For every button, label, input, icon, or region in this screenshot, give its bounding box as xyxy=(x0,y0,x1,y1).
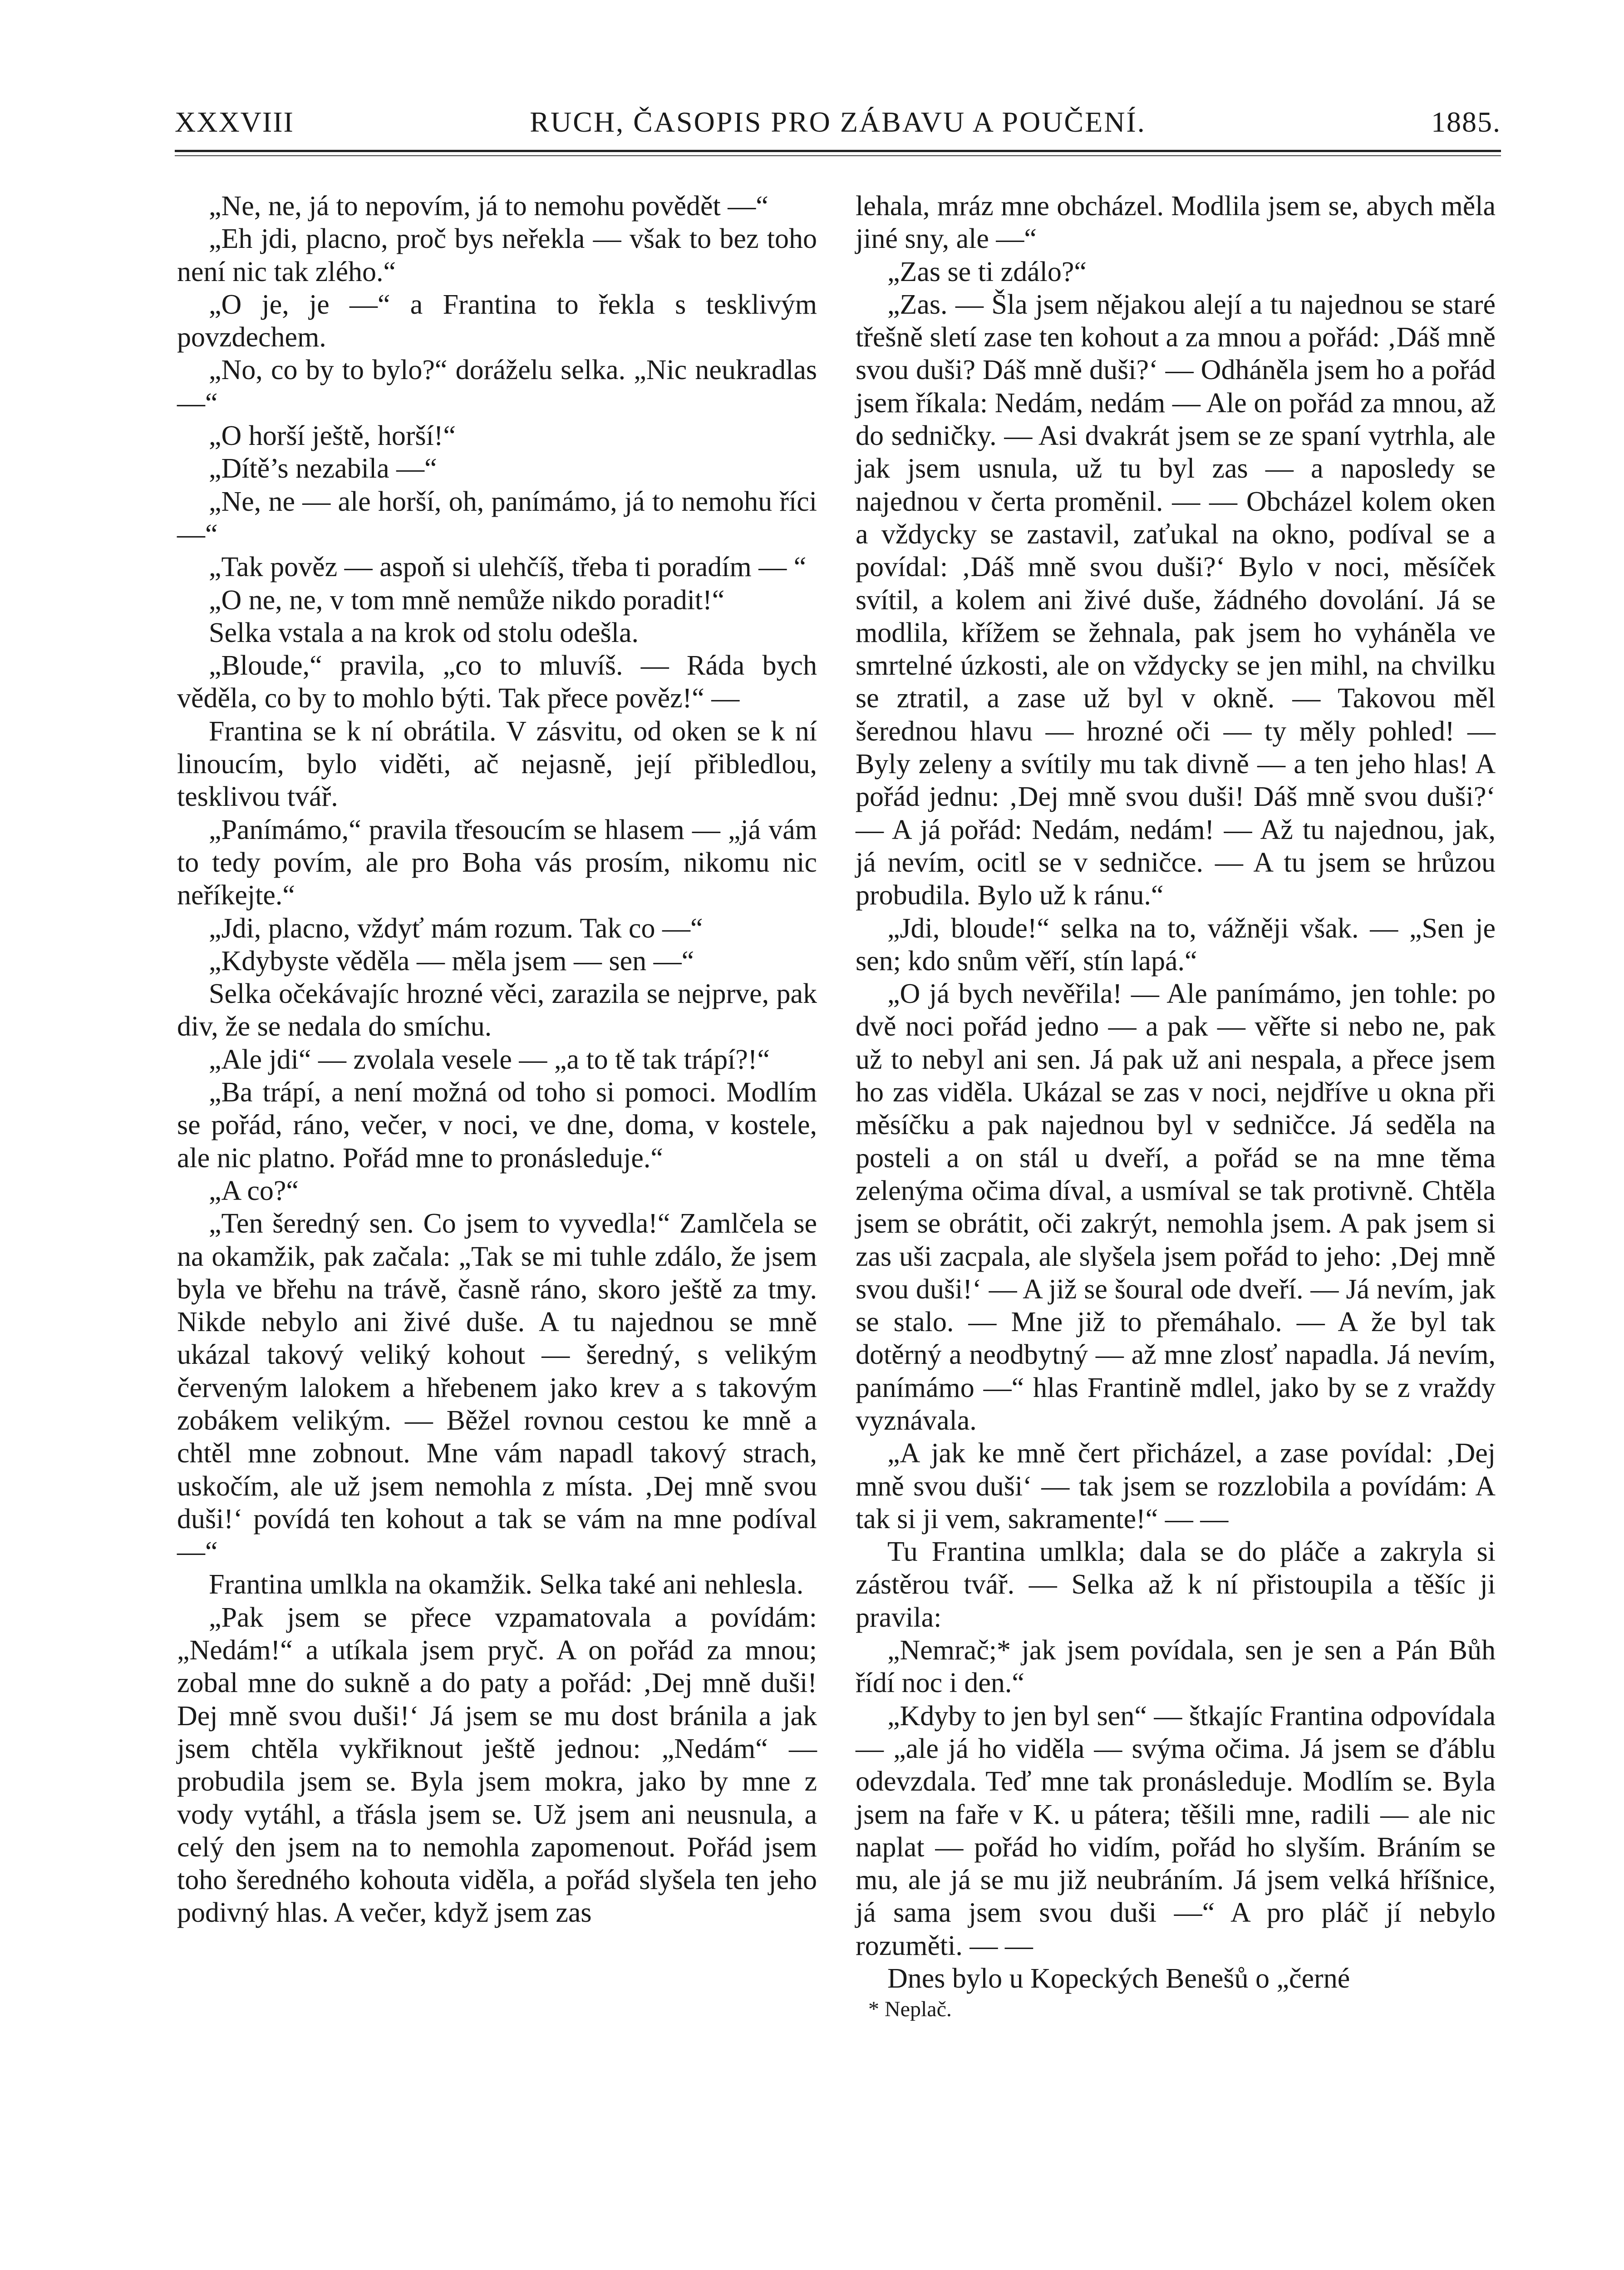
paragraph: Tu Frantina umlkla; dala se do pláče a zakryla si zástěrou tvář. — Selka až k ní přistoupila a těšíc ji pravila: xyxy=(856,1536,1496,1633)
paragraph: „Nemrač;* jak jsem povídala, sen je sen a Pán Bůh řídí noc i den.“ xyxy=(856,1635,1496,1699)
paragraph: „O ne, ne, v tom mně nemůže nikdo poradit!“ xyxy=(209,584,725,616)
paragraph: Dnes bylo u Kopeckých Benešů o „černé xyxy=(887,1963,1350,1994)
paragraph: „Zas se ti zdálo?“ xyxy=(887,256,1087,287)
paragraph: „Kdybyste věděla — měla jsem — sen —“ xyxy=(209,945,694,977)
header-rule xyxy=(175,150,1501,152)
footnote: * Neplač. xyxy=(868,1997,952,2022)
journal-title: RUCH, ČASOPIS PRO ZÁBAVU A POUČENÍ. xyxy=(530,106,1146,138)
page-year: 1885. xyxy=(1431,106,1501,138)
paragraph: „O já bych nevěřila! — Ale panímámo, jen tohle: po dvě noci pořád jedno — a pak — věřte si nebo ne, pak už to nebyl ani sen. Já pak už ani nespala, a přece jsem ho zas viděla. Ukázal se zas v noci, nejdříve u okna při měsíčku a pak najednou byl v sedničce. Já seděla na posteli a on stál u dveří, a pořád se na mne těma zelenýma očima díval, a usmíval se tak protivně. Chtěla jsem se obrátit, oči zakrýt, nemohla jsem. A pak jsem si zas uši zacpala, ale slyšela jsem pořád to jeho: ‚Dej mně svou duši!‘ — A již se šoural ode dveří. — Já nevím, jak se stalo. — Mne již to přemáhalo. — A že byl tak dotěrný a neodbytný — až mne zlosť napadla. Já nevím, panímámo —“ hlas Frantině mdlel, jako by se z vraždy vyznávala. xyxy=(856,978,1496,1436)
paragraph: „Dítě’s nezabila —“ xyxy=(209,453,437,484)
paragraph: lehala, mráz mne obcházel. Modlila jsem se, abych měla jiné sny, ale —“ xyxy=(856,191,1496,255)
paragraph: „Jdi, bloude!“ selka na to, vážněji však. — „Sen je sen; kdo snům věří, stín lapá.“ xyxy=(856,913,1496,977)
paragraph: „Ba trápí, a není možná od toho si pomoci. Modlím se pořád, ráno, večer, v noci, ve dne, doma, v kostele, ale nic platno. Pořád mne to pronásleduje.“ xyxy=(177,1077,817,1174)
paragraph: „No, co by to bylo?“ doráželu selka. „Nic neukradlas —“ xyxy=(177,355,817,419)
paragraph: „O je, je —“ a Frantina to řekla s tesklivým povzdechem. xyxy=(177,289,817,353)
paragraph: „Zas. — Šla jsem nějakou alejí a tu najednou se staré třešně sletí zase ten kohout a za mnou a pořád: ‚Dáš mně svou duši? Dáš mně duši?‘ — Odháněla jsem ho a pořád jsem říkala: Nedám, nedám — Ale on pořád za mnou, až do sedničky. — Asi dvakrát jsem se ze spaní vytrhla, ale jak jsem usnula, už tu byl zas — a naposledy se najednou v čerta proměnil. — — Obcházel kolem oken a vždycky se zastavil, zaťukal na okno, podíval se a povídal: ‚Dáš mně svou duši?‘ Bylo v noci, měsíček svítil, a kolem ani živé duše, žádného dovolání. Já se modlila, křížem se žehnala, pak jsem ho vyháněla ve smrtelné úzkosti, ale on vždycky se jen mihl, na chvilku se ztratil, a zase už byl v okně. — Takovou měl šerednou hlavu — hrozné oči — ty měly pohled! — Byly zeleny a svítily mu tak divně — a ten jeho hlas! A pořád jednu: ‚Dej mně svou duši! Dáš mně svou duši?‘ — A já pořád: Nedám, nedám! — Až tu najednou, jak, já nevím, ocitl se v sedničce. — A tu jsem se hrůzou probudila. Bylo už k ránu.“ xyxy=(856,289,1496,911)
right-column xyxy=(856,190,1496,2024)
paragraph: Frantina se k ní obrátila. V zásvitu, od oken se k ní linoucím, bylo viděti, ač nejasně, její přibledlou, tesklivou tvář. xyxy=(177,716,817,813)
paragraph: „Ne, ne, já to nepovím, já to nemohu povědět —“ xyxy=(209,191,768,222)
paragraph: „Tak pověz — aspoň si ulehčíš, třeba ti poradím — “ xyxy=(209,552,807,583)
paragraph: „Ten šeredný sen. Co jsem to vyvedla!“ Zamlčela se na okamžik, pak začala: „Tak se mi tuhle zdálo, že jsem byla ve břehu na trávě, časně ráno, skoro ještě za tmy. Nikde nebylo ani živé duše. A tu najednou se mně ukázal takový veliký kohout — šeredný, s velikým červeným lalokem a hřebenem jako krev a s takovým zobákem velikým. — Běžel rovnou cestou ke mně a chtěl mne zobnout. Mne vám napadl takový strach, uskočím, ale už jsem nemohla z místa. ‚Dej mně svou duši!‘ povídá ten kohout a tak se vám na mne podíval —“ xyxy=(177,1208,817,1568)
paragraph: „Jdi, placno, vždyť mám rozum. Tak co —“ xyxy=(209,913,703,944)
left-column xyxy=(177,190,817,1930)
paragraph: Selka vstala a na krok od stolu odešla. xyxy=(209,617,639,648)
running-header xyxy=(175,105,1501,142)
paragraph: „Ale jdi“ — zvolala vesele — „a to tě tak trápí?!“ xyxy=(209,1044,770,1075)
paragraph: „Bloude,“ pravila, „co to mluvíš. — Ráda bych věděla, co by to mohlo býti. Tak přece pověz!“ — xyxy=(177,650,817,714)
paragraph: „Kdyby to jen byl sen“ — štkajíc Frantina odpovídala — „ale já ho viděla — svýma očima. Já jsem se ďáblu odevzdala. Teď mne tak pronásleduje. Modlím se. Byla jsem na faře v K. u pátera; těšili mne, radili — ale nic naplat — pořád ho vidím, pořád ho slyším. Bráním se mu, ale já se mu již neubráním. Já jsem velká hříšnice, já sama jsem svou duši —“ A pro pláč jí nebylo rozuměti. — — xyxy=(856,1700,1496,1961)
volume-number: XXXVIII xyxy=(175,106,294,138)
header-rule-thin xyxy=(175,155,1501,156)
paragraph: „Panímámo,“ pravila třesoucím se hlasem — „já vám to tedy povím, ale pro Boha vás prosím, nikomu nic neříkejte.“ xyxy=(177,814,817,911)
paragraph: „A co?“ xyxy=(209,1175,299,1206)
paragraph: „A jak ke mně čert přicházel, a zase povídal: ‚Dej mně svou duši‘ — tak jsem se rozzlobila a povídám: A tak si ji vem, sakramente!“ — — xyxy=(856,1438,1496,1535)
paragraph: Selka očekávajíc hrozné věci, zarazila se nejprve, pak div, že se nedala do smíchu. xyxy=(177,978,817,1042)
paragraph: „O horší ještě, horší!“ xyxy=(209,420,456,452)
paragraph: „Ne, ne — ale horší, oh, panímámo, já to nemohu říci —“ xyxy=(177,486,817,550)
paragraph: Frantina umlkla na okamžik. Selka také ani nehlesla. xyxy=(209,1569,804,1600)
paragraph: „Pak jsem se přece vzpamatovala a povídám: „Nedám!“ a utíkala jsem pryč. A on pořád za mnou; zobal mne do sukně a do paty a pořád: ‚Dej mně duši! Dej mně svou duši!‘ Já jsem se mu dost bránila a jak jsem chtěla vykřiknout ještě jednou: „Nedám“ — probudila jsem se. Byla jsem mokra, jako by mne z vody vytáhl, a třásla jsem se. Už jsem ani neusnula, a celý den jsem na to nemohla zapomenout. Pořád jsem toho šeredného kohouta viděla, a pořád slyšela ten jeho podivný hlas. A večer, když jsem zas xyxy=(177,1602,817,1929)
paragraph: „Eh jdi, placno, proč bys neřekla — však to bez toho není nic tak zlého.“ xyxy=(177,223,817,287)
